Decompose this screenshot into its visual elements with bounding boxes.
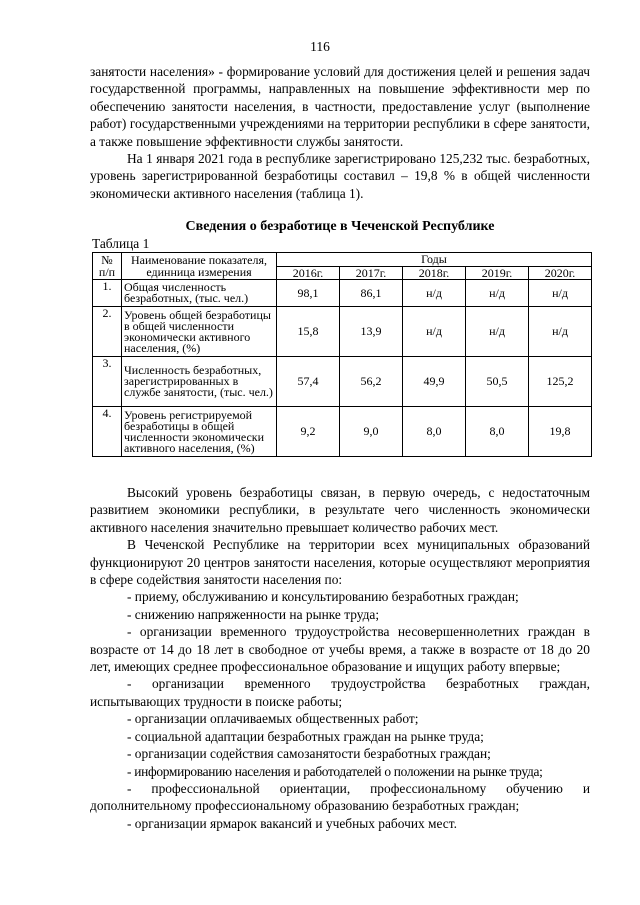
header-name: Наименование показателя, единница измерения [122, 253, 277, 280]
row-value: 50,5 [466, 357, 529, 407]
header-num: № п/п [93, 253, 122, 280]
intro-text [90, 63, 590, 202]
row-value: 9,2 [277, 407, 340, 457]
row-num: 4. [93, 407, 122, 457]
row-value: 8,0 [403, 407, 466, 457]
row-value: 49,9 [403, 357, 466, 407]
list-item: - организации временного трудоустройства безработных граждан, испытывающих трудности в поиске работы; [90, 676, 590, 709]
body-paragraph-1: Высокий уровень безработицы связан, в первую очередь, с недостаточным развитием экономики республики, в результате чего численность экономически активного населения значительно превышает количество рабочих мест. [90, 485, 590, 535]
list-item: - организации ярмарок вакансий и учебных рабочих мест. [127, 815, 457, 831]
list-item: - профессиональной ориентации, профессиональному обучению и дополнительному профессиональному образованию безработных граждан; [90, 780, 590, 814]
row-name: Общая численность безработных, (тыс. чел.) [122, 280, 277, 307]
table-row [93, 307, 592, 357]
table-row [93, 280, 592, 307]
header-year: 2016г. [277, 266, 340, 280]
table-label: Таблица 1 [92, 236, 150, 251]
row-value: н/д [529, 280, 592, 307]
header-year: 2017г. [340, 266, 403, 280]
row-num: 3. [93, 357, 122, 407]
page-number: 116 [310, 39, 330, 54]
row-value: 19,8 [529, 407, 592, 457]
header-years-group: Годы [277, 253, 592, 267]
row-value: 86,1 [340, 280, 403, 307]
row-value: н/д [403, 280, 466, 307]
row-value: 57,4 [277, 357, 340, 407]
row-value: н/д [403, 307, 466, 357]
intro-paragraph-2: На 1 января 2021 года в республике зарегистрировано 125,232 тыс. безработных, уровень зарегистрированной безработицы составил – 19,8 % в общей численности экономически активного населения (таблица 1). [90, 151, 590, 201]
row-value: н/д [466, 307, 529, 357]
list-item: - социальной адаптации безработных граждан на рынке труда; [127, 728, 484, 744]
header-year: 2019г. [466, 266, 529, 280]
list-item: - снижению напряженности на рынке труда; [127, 606, 380, 622]
row-value: 8,0 [466, 407, 529, 457]
body-text [90, 484, 590, 832]
row-value: н/д [529, 307, 592, 357]
unemployment-table [92, 252, 592, 457]
list-item: - информированию населения и работодателей о положении на рынке труда; [127, 763, 543, 779]
list-item: - организации оплачиваемых общественных работ; [127, 711, 419, 727]
table-row [93, 357, 592, 407]
row-value: 15,8 [277, 307, 340, 357]
table-header-row-1 [93, 253, 592, 267]
list-item: - организации временного трудоустройства несовершеннолетних граждан в возрасте от 14 до 18 лет в свободное от учебы время, а также в возрасте от 18 до 20 лет, имеющих среднее профессиональное образование и ищущих работу впервые; [90, 624, 590, 675]
row-value: 13,9 [340, 307, 403, 357]
row-value: 56,2 [340, 357, 403, 407]
body-paragraph-2: В Чеченской Республике на территории всех муниципальных образований функционируют 20 центров занятости населения, которые осуществляют мероприятия в сфере содействия занятости населения по: [90, 537, 590, 588]
row-name: Численность безработных, зарегистрированных в службе занятости, (тыс. чел.) [122, 357, 277, 407]
row-value: 125,2 [529, 357, 592, 407]
intro-paragraph-1: занятости населения» - формирование условий для достижения целей и решения задач государственной программы, направленных на повышение эффективности мер по обеспечению занятости населения, в частности, предоставление услуг (выполнение работ) государственными учреждениями на территории республики в сфере занятости, а также повышение эффективности службы занятости. [90, 64, 590, 149]
row-value: н/д [466, 280, 529, 307]
row-num: 1. [93, 280, 122, 307]
row-value: 98,1 [277, 280, 340, 307]
header-year: 2018г. [403, 266, 466, 280]
table-row [93, 407, 592, 457]
header-year: 2020г. [529, 266, 592, 280]
row-value: 9,0 [340, 407, 403, 457]
list-item: - приему, обслуживанию и консультированию безработных граждан; [127, 589, 519, 605]
row-name: Уровень регистрируемой безработицы в общей численности экономически активного населения, (%) [122, 407, 277, 457]
row-name: Уровень общей безработицы в общей численности экономически активного населения, (%) [122, 307, 277, 357]
list-item: - организации содействия самозанятости безработных граждан; [127, 746, 491, 762]
table-title: Сведения о безработице в Чеченской Республике [185, 219, 495, 234]
row-num: 2. [93, 307, 122, 357]
